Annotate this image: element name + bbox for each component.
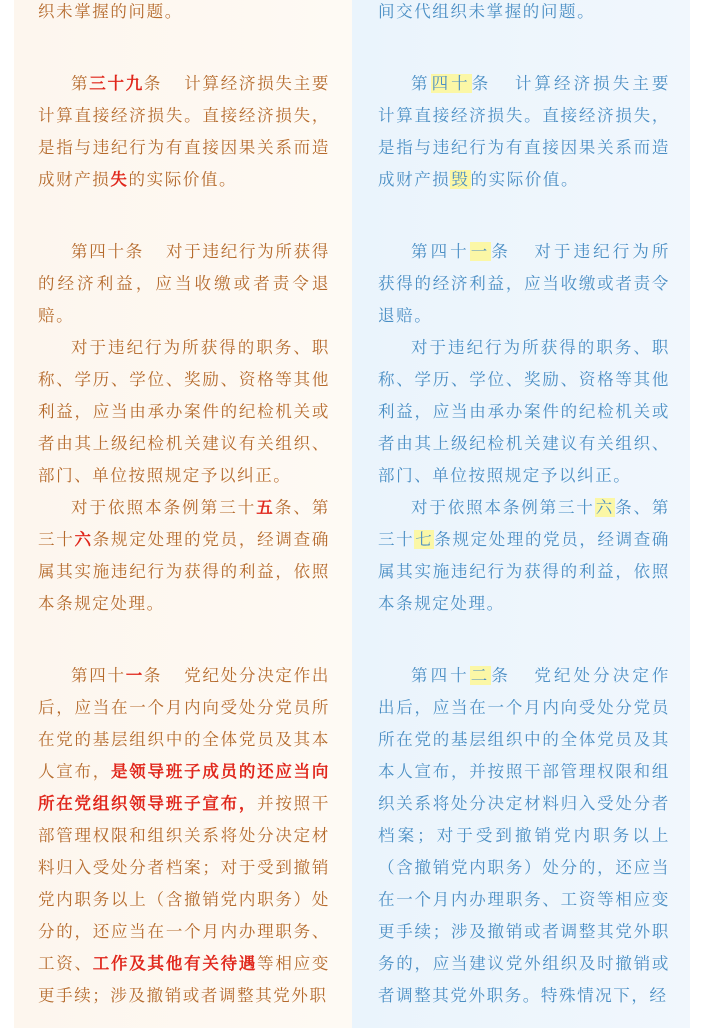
article-suffix: 条 (471, 74, 492, 93)
highlighted-number: 四十 (431, 74, 471, 93)
changed-number: 六 (74, 530, 93, 549)
added-clause: 工作及其他有关待遇 (92, 954, 258, 973)
changed-word: 失 (110, 170, 129, 189)
text-segment: 条规定处理的党员，经调查确属其实施违纪行为获得的利益，依照本条规定处理。 (38, 530, 330, 613)
text-segment: 等相应变更手续；涉及撤销或者调整其党外职 (38, 954, 330, 1005)
article-tail: 的实际价值。 (128, 170, 238, 189)
highlighted-number: 七 (415, 530, 434, 549)
article-text: 对于违纪行为所获得的经济利益，应当收缴或者责令退赔。 (378, 242, 671, 325)
article-prefix: 第 (71, 74, 90, 93)
new-version-column (352, 0, 690, 1028)
article-41-new-para-2: 对于违纪行为所获得的职务、职称、学历、学位、奖励、资格等其他利益，应当由承办案件的纪检机关或者由其上级纪检机关建议有关组织、部门、单位按照规定予以纠正。 (378, 338, 670, 485)
article-suffix: 条 (143, 666, 163, 685)
text-segment: 条、第三十 (38, 498, 330, 549)
article-40-old-para-2: 对于违纪行为所获得的职务、职称、学历、学位、奖励、资格等其他利益，应当由承办案件的纪检机关或者由其上级纪检机关建议有关组织、部门、单位按照规定予以纠正。 (38, 338, 330, 485)
article-text: 对于违纪行为所获得的经济利益，应当收缴或者责令退赔。 (38, 242, 330, 325)
text-segment: 对于依照本条例第三十 (71, 498, 257, 517)
article-prefix: 第四十 (411, 242, 470, 261)
added-clause: 是领导班子成员的还应当向所在党组织领导班子宣布， (38, 762, 330, 813)
highlighted-number: 二 (470, 666, 491, 685)
article-41-new-para-3 (378, 492, 670, 620)
text-segment: 党纪处分决定作出后，应当在一个月内向受处分党员所在党的基层组织中的全体党员及其本人宣布， (38, 666, 330, 781)
article-text: 计算经济损失主要计算直接经济损失。直接经济损失，是指与违纪行为有直接因果关系而造成财产损 (378, 74, 671, 189)
text-segment: 条、第三十 (378, 498, 671, 549)
article-40-new (378, 68, 670, 196)
article-42-new (378, 660, 670, 1012)
article-41-new (378, 236, 670, 332)
text-segment: 并按照干部管理权限和组织关系将处分决定材料归入受处分者档案；对于受到撤销党内职务以上（含撤销党内职务）处分的，还应当在一个月内办理职务、工资、 (38, 794, 331, 973)
continued-text: 间交代组织未掌握的问题。 (378, 2, 596, 21)
article-tail: 的实际价值。 (470, 170, 580, 189)
text-segment: 条规定处理的党员，经调查确属其实施违纪行为获得的利益，依照本条规定处理。 (378, 530, 670, 613)
article-prefix: 第 (411, 74, 431, 93)
article-text: 党纪处分决定作出后，应当在一个月内向受处分党员所在党的基层组织中的全体党员及其本人宣布，并按照干部管理权限和组织关系将处分决定材料归入受处分者档案；对于受到撤销党内职务以上（含撤销党内职务）处分的，还应当在一个月内办理职务、工资等相应变更手续；涉及撤销或者调整其党外职务的，应当建议党外组织及时撤销或者调整其党外职务。特殊情况下，经 (378, 666, 671, 1005)
continued-text: 织未掌握的问题。 (38, 2, 183, 21)
changed-number: 三十九 (89, 74, 144, 93)
changed-number: 五 (256, 498, 275, 517)
article-41-old (38, 660, 330, 1012)
text-segment: 对于依照本条例第三十 (411, 498, 595, 517)
article-suffix: 条 (143, 74, 163, 93)
changed-number: 一 (125, 666, 144, 685)
article-heading: 第四十条 (71, 242, 144, 261)
highlighted-number: 六 (595, 498, 615, 517)
old-version-column (14, 0, 352, 1028)
article-40-old (38, 236, 330, 332)
article-suffix: 条 (491, 666, 511, 685)
article-39-old (38, 68, 330, 196)
article-prefix: 第四十 (411, 666, 470, 685)
highlighted-word: 毁 (451, 170, 470, 189)
article-prefix: 第四十 (71, 666, 126, 685)
article-text: 计算经济损失主要计算直接经济损失。直接经济损失，是指与违纪行为有直接因果关系而造成财产损 (38, 74, 330, 189)
article-suffix: 条 (491, 242, 511, 261)
article-40-old-para-3 (38, 492, 330, 620)
highlighted-number: 一 (470, 242, 491, 261)
